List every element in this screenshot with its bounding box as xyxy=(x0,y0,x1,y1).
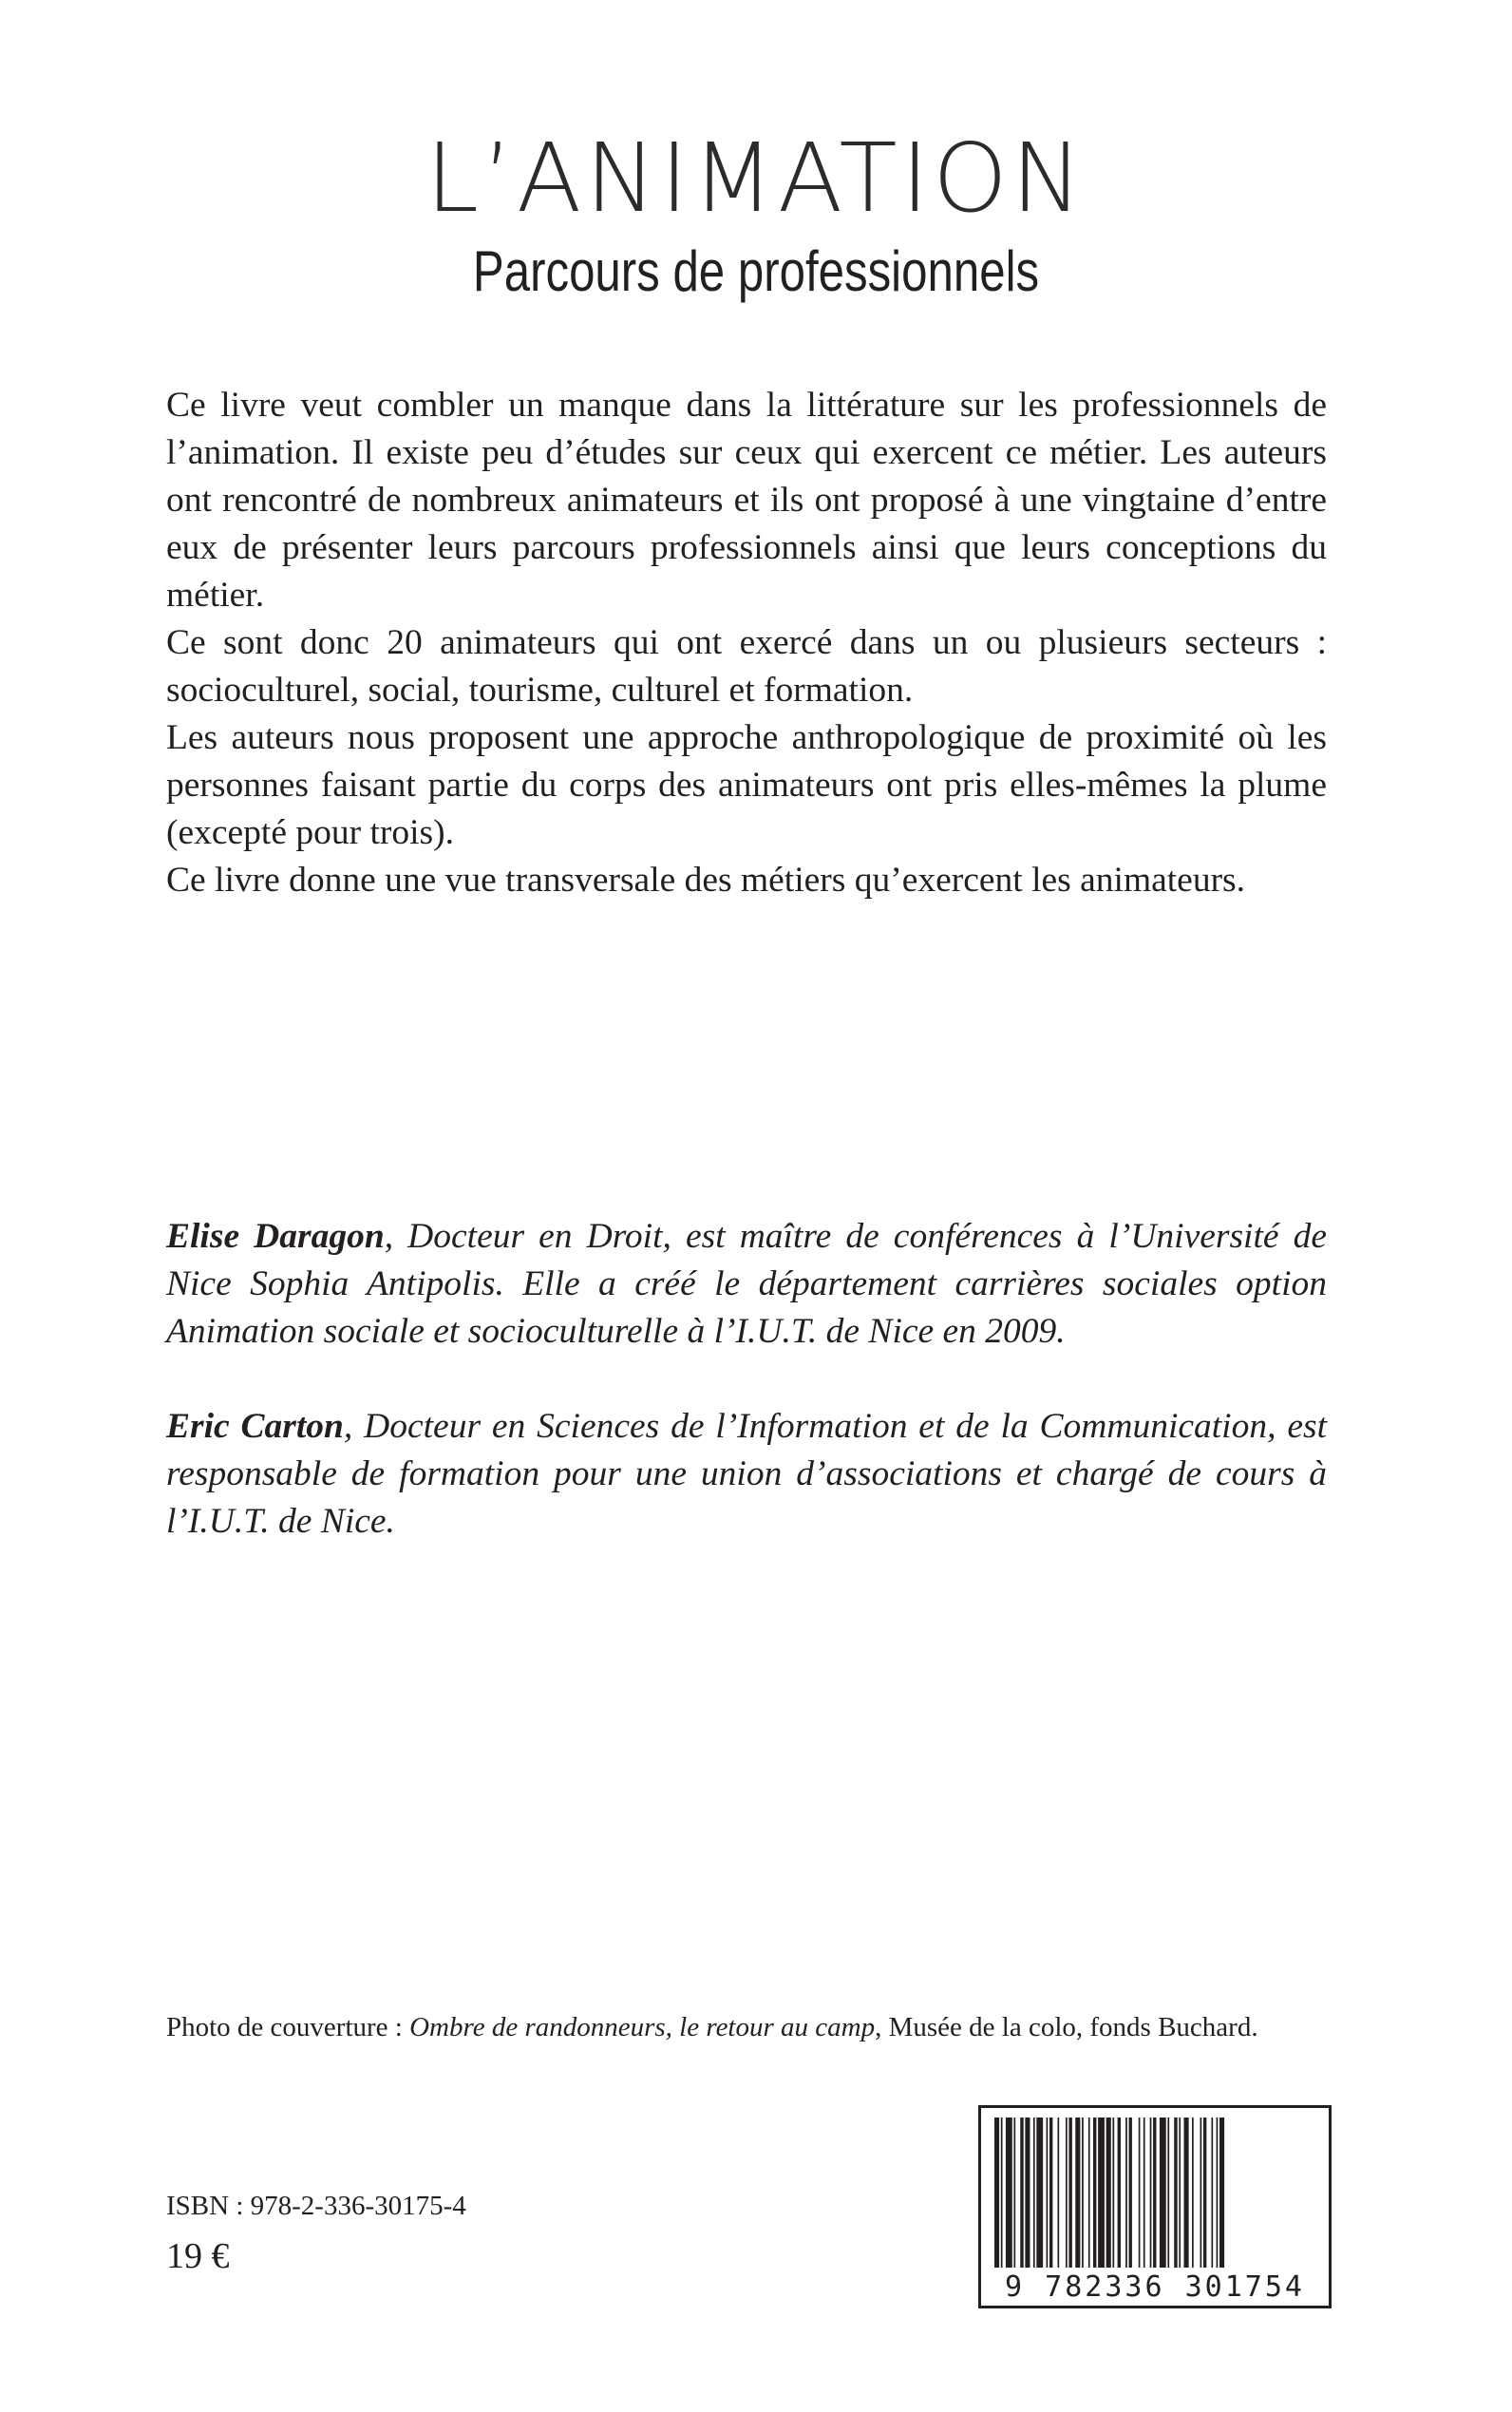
barcode-bar xyxy=(994,2118,999,2268)
barcode-bar xyxy=(1217,2118,1219,2268)
barcode-bar xyxy=(1047,2118,1049,2268)
barcode-bar xyxy=(1057,2118,1059,2268)
barcode-bar xyxy=(1118,2118,1121,2268)
barcode-bar xyxy=(1013,2118,1015,2268)
credit-prefix: Photo de couverture : xyxy=(166,2012,410,2042)
barcode-bar xyxy=(1068,2118,1071,2268)
barcode-bar xyxy=(1150,2118,1152,2268)
credit-suffix: , Musée de la colo, fonds Buchard. xyxy=(875,2012,1258,2042)
barcode-bar xyxy=(1049,2118,1052,2268)
barcode-bar xyxy=(1153,2118,1156,2268)
barcode-bar xyxy=(1093,2118,1096,2268)
photo-credit xyxy=(166,2010,1344,2044)
summary-paragraph: Les auteurs nous proposent une approche anthropologique de proximité où les personnes faisant partie du corps des animateurs ont pris elles-mêmes la plume (excepté pour trois). xyxy=(166,718,1327,852)
barcode-bar xyxy=(1160,2118,1166,2268)
author-name: Elise Daragon xyxy=(166,1217,385,1256)
price: 19 € xyxy=(166,2236,230,2276)
author-bio xyxy=(166,1403,1327,1546)
author-bios xyxy=(166,1213,1327,1546)
barcode-bar xyxy=(1088,2118,1090,2268)
book-title: L’ANIMATION xyxy=(425,123,1087,234)
barcode-bar xyxy=(1098,2118,1105,2268)
author-bio-text: , Docteur en Sciences de l’Information et de la Communication, est responsable de formation pour une union d’associations et chargé de cours à l’I.U.T. de Nice. xyxy=(166,1407,1327,1541)
barcode-bar xyxy=(1203,2118,1206,2268)
book-subtitle: Parcours de professionnels xyxy=(472,239,1040,303)
barcode-bar xyxy=(1001,2118,1003,2268)
barcode-bar xyxy=(1036,2118,1043,2268)
summary-text xyxy=(166,382,1327,904)
barcode-bar xyxy=(1200,2118,1202,2268)
barcode-bar xyxy=(1143,2118,1145,2268)
barcode-bar xyxy=(1179,2118,1181,2268)
summary-paragraph: Ce livre veut combler un manque dans la littérature sur les professionnels de l’animation. Il existe peu d’études sur ceux qui exercent ce métier. Les auteurs ont rencontré de nombreux animateurs et ils ont proposé à une vingtaine d’entre eux de présenter leurs parcours professionnels ainsi que leurs conceptions du métier. xyxy=(166,386,1327,615)
barcode-bar xyxy=(1219,2118,1224,2268)
barcode-bar xyxy=(1020,2118,1023,2268)
author-bio xyxy=(166,1213,1327,1356)
barcode-bar xyxy=(1183,2118,1188,2268)
barcode-bar xyxy=(1106,2118,1111,2268)
credit-work-title: Ombre de randonneurs, le retour au camp xyxy=(409,2012,876,2042)
barcode-bar xyxy=(1139,2118,1141,2268)
barcode-bar xyxy=(1174,2118,1177,2268)
barcode-bar xyxy=(1006,2118,1012,2268)
barcode-bar xyxy=(1025,2118,1030,2268)
barcode-bar xyxy=(1075,2118,1080,2268)
barcode-bar xyxy=(1192,2118,1194,2268)
barcode-bar xyxy=(1167,2118,1169,2268)
author-bio-text: , Docteur en Droit, est maître de conférences à l’Université de Nice Sophia Antipolis. Elle a créé le département carrières sociales option Animation sociale et socioculturelle à l’I.U.T. de Nice en 2009. xyxy=(166,1217,1328,1351)
barcode-bar xyxy=(1033,2118,1035,2268)
author-name: Eric Carton xyxy=(166,1407,344,1446)
barcode-digits: 9 782336 301754 xyxy=(981,2271,1329,2304)
summary-paragraph: Ce sont donc 20 animateurs qui ont exercé dans un ou plusieurs secteurs : socioculturel, social, tourisme, culturel et formation. xyxy=(166,623,1327,710)
isbn: ISBN : 978-2-336-30175-4 xyxy=(166,2191,466,2221)
barcode-bar xyxy=(1125,2118,1127,2268)
barcode-bar xyxy=(1112,2118,1114,2268)
barcode-bar xyxy=(1082,2118,1084,2268)
summary-paragraph: Ce livre donne une vue transversale des métiers qu’exercent les animateurs. xyxy=(166,861,1246,900)
barcode xyxy=(978,2105,1332,2308)
barcode-bar xyxy=(1066,2118,1068,2268)
barcode-bar xyxy=(1211,2118,1213,2268)
barcode-bar xyxy=(1129,2118,1132,2268)
